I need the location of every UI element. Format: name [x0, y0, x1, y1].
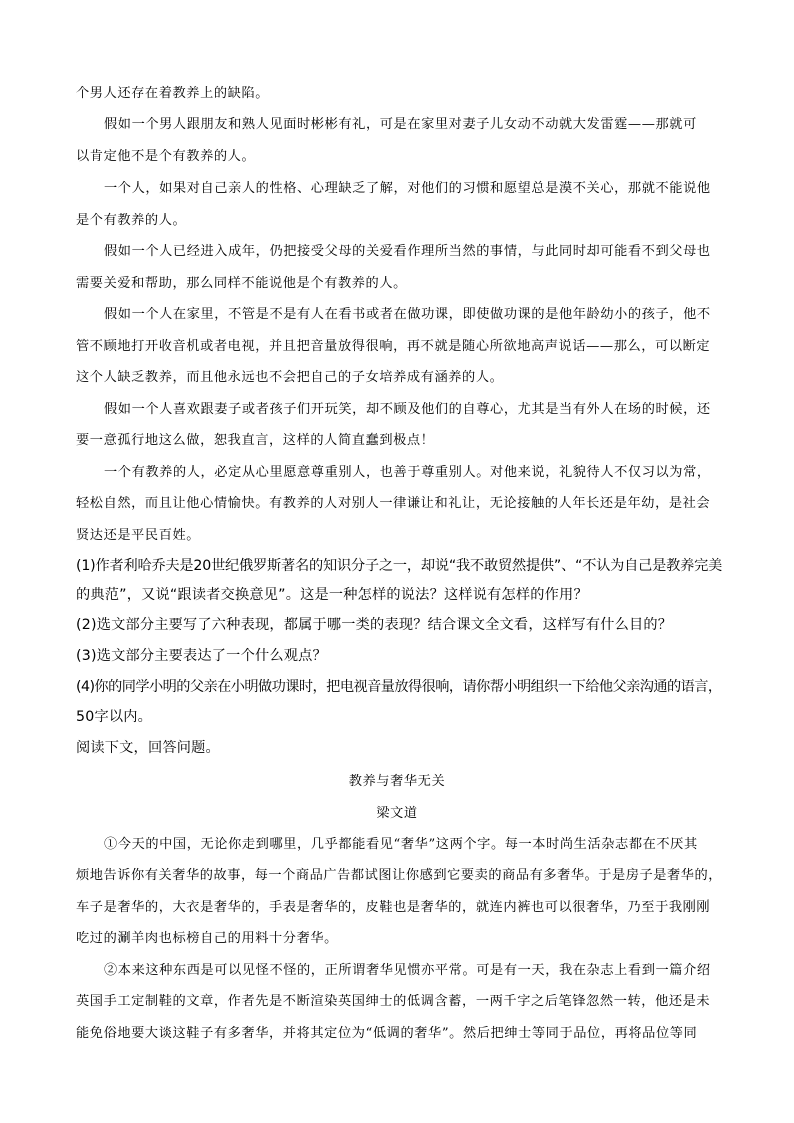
passage1-line: 要一意孤行地这么做，恕我直言，这样的人简直蠢到极点！	[76, 433, 435, 448]
passage2-line: 能免俗地要大谈这鞋子有多奢华，并将其定位为“低调的奢华”。然后把绅士等同于品位，再将品位等同	[76, 1026, 698, 1041]
question-line: (3)选文部分主要表达了一个什么观点？	[76, 648, 327, 664]
question-line: 50字以内。	[76, 709, 153, 725]
question-line: 的典范”，又说“跟读者交换意见”。这是一种怎样的说法？这样说有怎样的作用？	[76, 587, 588, 603]
question-line: (4)你的同学小明的父亲在小明做功课时，把电视音量放得很响，请你帮小明组织一下给他父亲沟通的语言，	[76, 679, 722, 695]
passage2-line: 烦地告诉你有关奢华的故事，每一个商品广告都试图让你感到它要卖的商品有多奢华。于是房子是奢华的，	[76, 868, 723, 883]
passage1-line: 一个有教养的人，必定从心里愿意尊重别人，也善于尊重别人。对他来说，礼貌待人不仅习以为常，	[104, 465, 711, 480]
passage1-line: 轻松自然，而且让他心情愉快。有教养的人对别人一律谦让和礼让，无论接触的人年长还是年幼，是社会	[76, 496, 711, 511]
article-title: 教养与奢华无关	[348, 774, 446, 789]
passage1-line: 假如一个人已经进入成年，仍把接受父母的关爱看作理所当然的事情，与此同时却可能看不到父母也	[104, 244, 711, 259]
passage1-line: 假如一个男人跟朋友和熟人见面时彬彬有礼，可是在家里对妻子儿女动不动就大发雷霆——那就可	[104, 117, 697, 132]
passage1-line: 需要关爱和帮助，那么同样不能说他是个有教养的人。	[76, 276, 407, 291]
article-author: 梁文道	[376, 806, 418, 821]
passage1-line: 管不顾地打开收音机或者电视，并且把音量放得很响，再不就是随心所欲地高声说话——那么，可以断定	[76, 339, 711, 354]
passage1-line: 以肯定他不是个有教养的人。	[76, 149, 256, 164]
question-line: (1)作者利哈乔夫是20世纪俄罗斯著名的知识分子之一，却说“我不敢贸然提供”、“不认为自己是教养完美	[76, 558, 723, 574]
passage2-line: 英国手工定制鞋的文章，作者先是不断渲染英国绅士的低调含蓄，一两千字之后笔锋忽然一转，他还是未	[76, 994, 711, 1009]
passage2-line: ①今天的中国，无论你走到哪里，几乎都能看见“奢华”这两个字。每一本时尚生活杂志都在不厌其	[104, 837, 698, 852]
passage1-line: 这个人缺乏教养，而且他永远也不会把自己的子女培养成有涵养的人。	[76, 370, 504, 385]
instruction-line: 阅读下文，回答问题。	[76, 740, 220, 756]
passage2-line: 吃过的涮羊肉也标榜自己的用料十分奢华。	[76, 931, 338, 946]
passage2-line: ②本来这种东西是可以见怪不怪的，正所谓奢华见惯亦平常。可是有一天，我在杂志上看到一篇介绍	[104, 963, 711, 978]
passage1-line: 是个有教养的人。	[76, 213, 187, 228]
passage1-line: 假如一个人在家里，不管是不是有人在看书或者在做功课，即使做功课的是他年龄幼小的孩子，他不	[104, 307, 711, 322]
passage1-line: 假如一个人喜欢跟妻子或者孩子们开玩笑，却不顾及他们的自尊心，尤其是当有外人在场的时候，还	[104, 402, 711, 417]
passage1-line: 一个人，如果对自己亲人的性格、心理缺乏了解，对他们的习惯和愿望总是漠不关心，那就不能说他	[104, 181, 711, 196]
passage2-line: 车子是奢华的，大衣是奢华的，手表是奢华的，皮鞋也是奢华的，就连内裤也可以很奢华，乃至于我刚刚	[76, 900, 711, 915]
passage1-line: 个男人还存在着教养上的缺陷。	[76, 86, 270, 101]
question-line: (2)选文部分主要写了六种表现，都属于哪一类的表现？结合课文全文看，这样写有什么目的？	[76, 617, 673, 633]
passage1-line: 贤达还是平民百姓。	[76, 528, 201, 543]
